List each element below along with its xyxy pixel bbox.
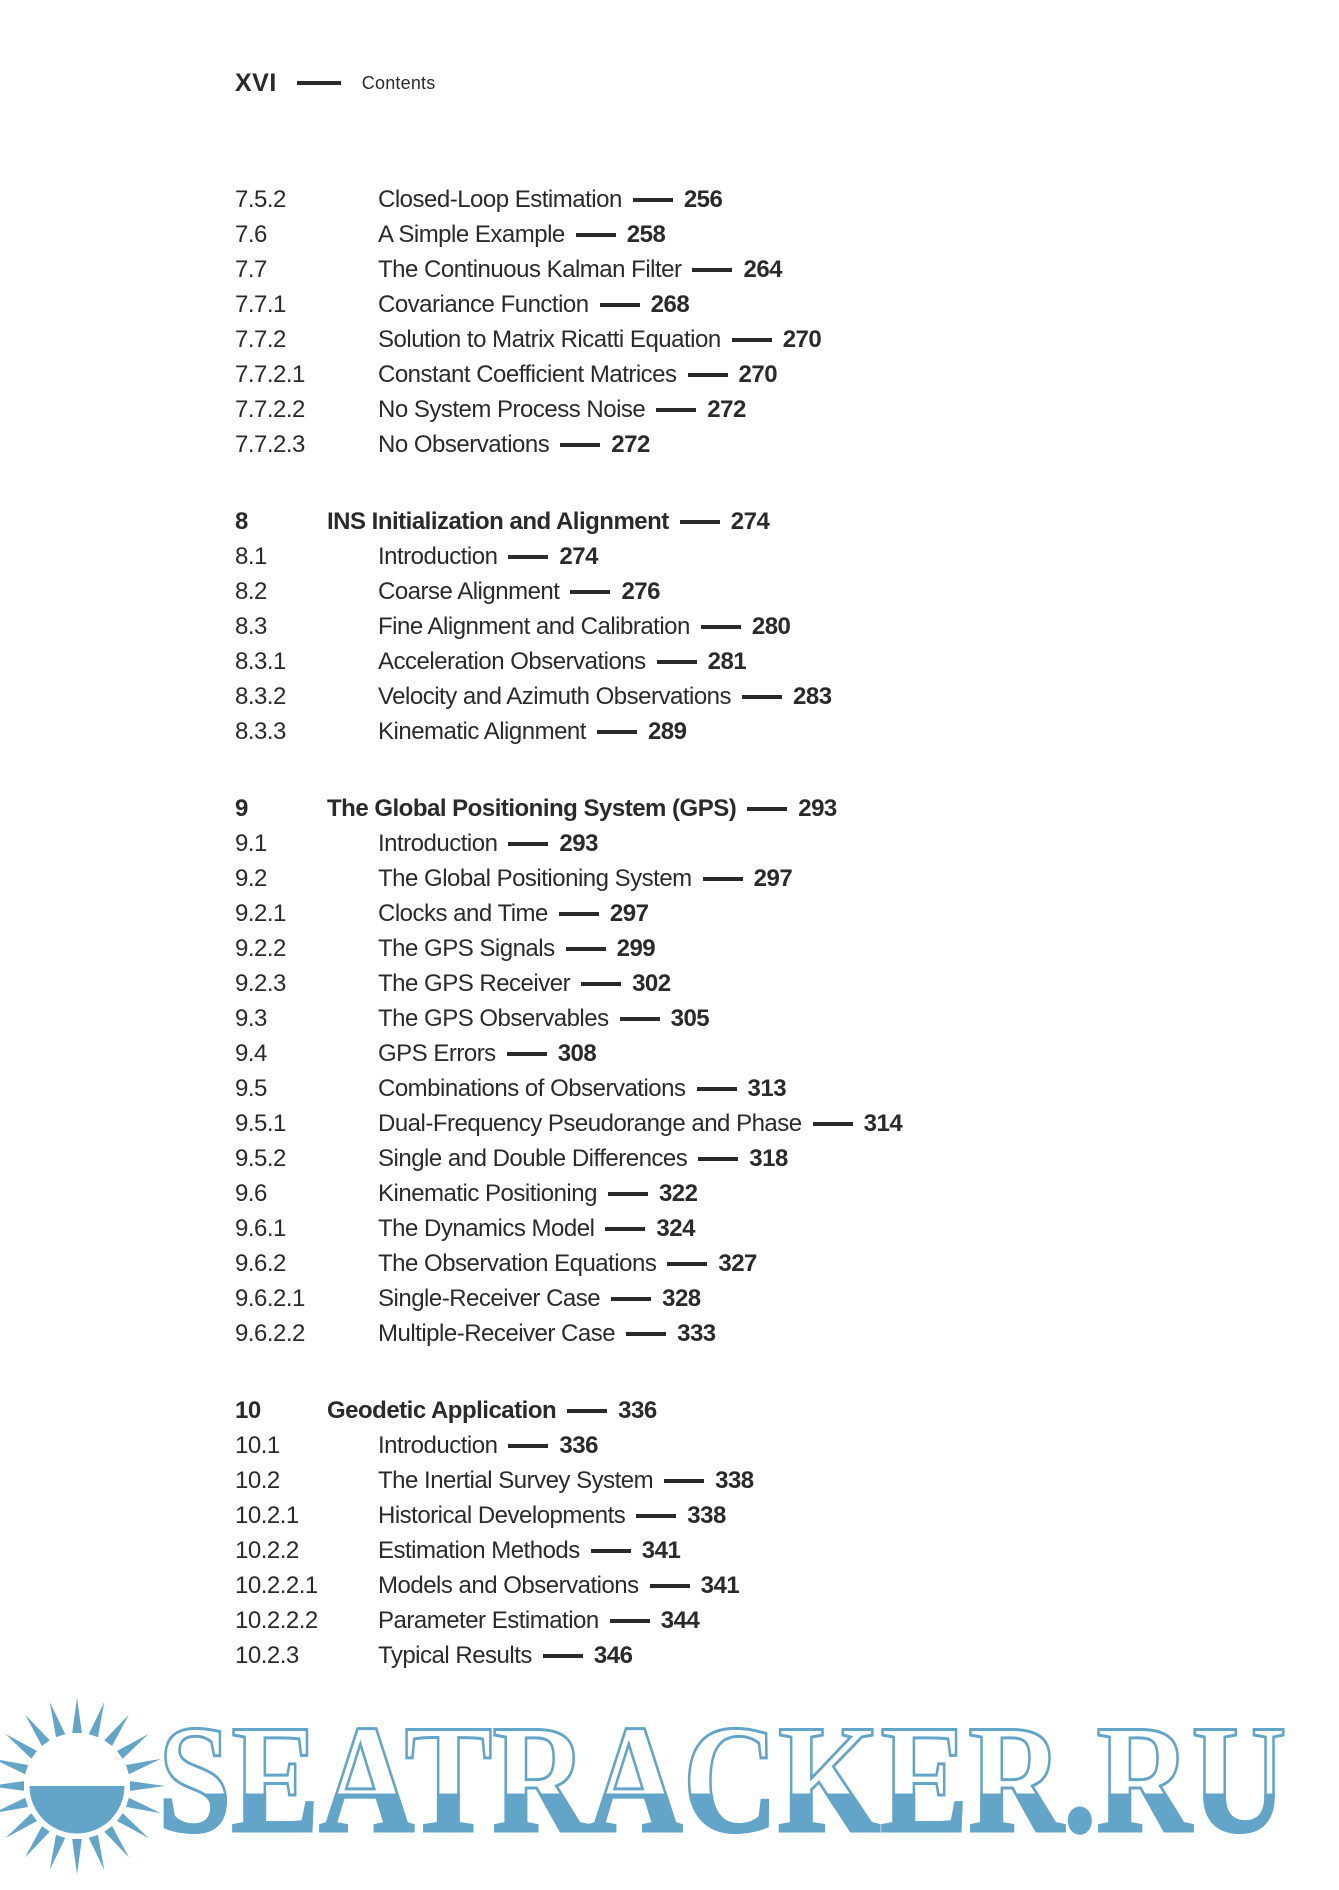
toc-entry <box>235 1141 1235 1176</box>
toc-entry-page: 338 <box>687 1501 726 1529</box>
toc-entry-dash <box>698 1157 738 1161</box>
toc-entry-title: Typical Results <box>378 1641 532 1669</box>
toc-entry <box>235 1393 1235 1428</box>
toc-entry-page: 289 <box>647 717 687 745</box>
toc-entry-number: 8.2 <box>235 577 267 605</box>
toc-entry <box>235 896 1235 931</box>
toc-entry-number: 10.2.2.1 <box>235 1571 318 1599</box>
watermark <box>0 1666 1339 1890</box>
toc-entry <box>235 609 1235 644</box>
toc-entry-title: Clocks and Time <box>378 899 548 927</box>
toc-entry-number: 7.7 <box>235 255 267 283</box>
toc-entry-page: 322 <box>658 1179 698 1207</box>
toc-entry-number: 10 <box>235 1396 261 1424</box>
toc-entry-title: Introduction <box>378 1431 498 1459</box>
toc-entry-page: 336 <box>559 1431 598 1459</box>
toc-entry-number: 9.2.2 <box>235 934 286 962</box>
toc-entry <box>235 966 1235 1001</box>
toc-entry <box>235 1533 1235 1568</box>
toc-entry-page: 327 <box>718 1249 757 1277</box>
toc-entry-title: Closed-Loop Estimation <box>378 185 622 213</box>
toc-entry-dash <box>591 1549 631 1553</box>
toc-group <box>235 791 1235 1351</box>
toc-entry-title: Introduction <box>378 542 498 570</box>
toc-entry <box>235 826 1235 861</box>
toc-entry-dash <box>543 1654 583 1658</box>
toc-entry-dash <box>747 807 787 811</box>
toc-entry <box>235 931 1235 966</box>
toc-entry-dash <box>688 373 728 377</box>
toc-entry-number: 8.1 <box>235 542 267 570</box>
toc-entry-dash <box>657 660 697 664</box>
toc-entry-title: The GPS Observables <box>378 1004 609 1032</box>
toc-entry-page: 336 <box>618 1396 657 1424</box>
toc-entry-dash <box>667 1262 707 1266</box>
toc-entry-page: 297 <box>609 899 649 927</box>
toc-entry-title: INS Initialization and Alignment <box>327 507 669 535</box>
toc-entry-title: Geodetic Application <box>327 1396 557 1424</box>
toc-entry-number: 9.1 <box>235 829 267 857</box>
toc-entry-number: 8.3 <box>235 612 267 640</box>
toc-entry-number: 9.6.2 <box>235 1249 286 1277</box>
toc-entry-dash <box>507 1052 547 1056</box>
toc-entry <box>235 1568 1235 1603</box>
toc-entry-number: 9.3 <box>235 1004 267 1032</box>
toc-entry-number: 9.6.1 <box>235 1214 286 1242</box>
toc-entry <box>235 539 1235 574</box>
toc-entry-title: Fine Alignment and Calibration <box>378 612 690 640</box>
toc-entry-number: 9.2.3 <box>235 969 286 997</box>
toc-entry-page: 328 <box>662 1284 701 1312</box>
toc-entry <box>235 392 1235 427</box>
toc-entry-title: Models and Observations <box>378 1571 639 1599</box>
toc-entry-page: 272 <box>707 395 746 423</box>
toc-entry-number: 8.3.2 <box>235 682 286 710</box>
toc-entry <box>235 714 1235 749</box>
toc-entry-number: 7.7.2 <box>235 325 286 353</box>
toc-entry-title: Constant Coefficient Matrices <box>378 360 677 388</box>
toc-entry-dash <box>680 520 720 524</box>
toc-entry-title: Historical Developments <box>378 1501 626 1529</box>
toc-entry-dash <box>560 443 600 447</box>
toc-entry-number: 9.6.2.1 <box>235 1284 305 1312</box>
toc-entry-dash <box>597 730 637 734</box>
toc-entry-title: Parameter Estimation <box>378 1606 599 1634</box>
toc-entry-title: Estimation Methods <box>378 1536 580 1564</box>
toc-entry <box>235 1463 1235 1498</box>
toc-entry-dash <box>610 1619 650 1623</box>
toc-entry-dash <box>701 625 741 629</box>
toc-entry-page: 272 <box>611 430 650 458</box>
toc-entry-page: 256 <box>683 185 723 213</box>
toc-entry-dash <box>732 338 772 342</box>
toc-entry-title: The Global Positioning System <box>378 864 692 892</box>
toc-entry <box>235 1071 1235 1106</box>
toc-entry <box>235 679 1235 714</box>
toc-entry-dash <box>576 233 616 237</box>
toc-entry-title: The GPS Receiver <box>378 969 571 997</box>
toc-entry-dash <box>508 555 548 559</box>
toc-entry-page: 299 <box>616 934 656 962</box>
toc-group <box>235 504 1235 749</box>
toc-entry-page: 338 <box>715 1466 754 1494</box>
toc-entry-page: 302 <box>632 969 671 997</box>
toc-entry-page: 283 <box>793 682 832 710</box>
toc-entry-title: Kinematic Positioning <box>378 1179 597 1207</box>
watermark-text: SEATRACKER.RU <box>158 1693 1287 1865</box>
toc-entry <box>235 322 1235 357</box>
toc-entry-title: GPS Errors <box>378 1039 496 1067</box>
toc-entry-title: The Observation Equations <box>378 1249 657 1277</box>
toc-entry-number: 8.3.1 <box>235 647 286 675</box>
toc-entry-dash <box>605 1227 645 1231</box>
toc-entry-number: 7.7.2.3 <box>235 430 305 458</box>
toc-entry-title: Multiple-Receiver Case <box>378 1319 616 1347</box>
toc-entry <box>235 1603 1235 1638</box>
toc-entry-page: 274 <box>559 542 598 570</box>
toc-entry-dash <box>567 1409 607 1413</box>
toc-entry <box>235 791 1235 826</box>
toc-entry <box>235 1211 1235 1246</box>
toc-entry-title: Acceleration Observations <box>378 647 646 675</box>
toc-entry <box>235 287 1235 322</box>
toc-entry-title: Covariance Function <box>378 290 589 318</box>
toc-entry <box>235 504 1235 539</box>
toc-entry <box>235 1106 1235 1141</box>
toc-entry-page: 281 <box>707 647 747 675</box>
toc-entry-page: 308 <box>557 1039 597 1067</box>
toc-entry-number: 10.2 <box>235 1466 280 1494</box>
toc-entry-number: 9.5.2 <box>235 1144 286 1172</box>
toc-entry-number: 9.5.1 <box>235 1109 286 1137</box>
toc-entry-page: 264 <box>743 255 783 283</box>
toc-entry-dash <box>656 408 696 412</box>
toc-entry-page: 293 <box>798 794 837 822</box>
toc-entry-title: Introduction <box>378 829 498 857</box>
toc-entry-title: Single-Receiver Case <box>378 1284 601 1312</box>
toc-entry-dash <box>570 590 610 594</box>
toc-entry <box>235 217 1235 252</box>
toc-entry-page: 318 <box>749 1144 788 1172</box>
toc-entry-page: 313 <box>747 1074 787 1102</box>
toc-entry-number: 9.4 <box>235 1039 267 1067</box>
toc-entry-number: 8 <box>235 507 248 535</box>
toc-entry <box>235 1316 1235 1351</box>
toc-entry <box>235 574 1235 609</box>
toc-entry-title: The Continuous Kalman Filter <box>378 255 682 283</box>
toc-entry-dash <box>620 1017 660 1021</box>
toc-entry-title: Solution to Matrix Ricatti Equation <box>378 325 721 353</box>
toc-entry-page: 333 <box>677 1319 716 1347</box>
toc-entry <box>235 357 1235 392</box>
toc-entry-dash <box>508 1444 548 1448</box>
toc-entry <box>235 1638 1235 1673</box>
toc-entry-title: Kinematic Alignment <box>378 717 586 745</box>
toc-entry <box>235 1176 1235 1211</box>
toc-entry-number: 10.1 <box>235 1431 280 1459</box>
toc-entry-dash <box>703 877 743 881</box>
toc-entry-dash <box>626 1332 666 1336</box>
toc-entry-title: A Simple Example <box>378 220 565 248</box>
toc-entry-title: Coarse Alignment <box>378 577 560 605</box>
toc-entry <box>235 1428 1235 1463</box>
toc-entry-dash <box>508 842 548 846</box>
toc-entry-number: 7.7.1 <box>235 290 286 318</box>
page-number: XVI <box>235 68 277 97</box>
toc-entry-page: 293 <box>559 829 598 857</box>
toc-entry <box>235 1036 1235 1071</box>
toc-entry-page: 344 <box>660 1606 700 1634</box>
toc-entry-number: 7.5.2 <box>235 185 286 213</box>
toc-entry-number: 9.2 <box>235 864 267 892</box>
toc-entry-dash <box>742 695 782 699</box>
toc-entry-page: 346 <box>593 1641 633 1669</box>
toc-entry-page: 280 <box>751 612 791 640</box>
toc-entry <box>235 1001 1235 1036</box>
toc-entry <box>235 861 1235 896</box>
toc-entry-page: 258 <box>626 220 666 248</box>
toc-entry-number: 9.5 <box>235 1074 267 1102</box>
toc-entry-dash <box>697 1087 737 1091</box>
toc-entry-number: 10.2.2 <box>235 1536 299 1564</box>
toc-entry-title: The GPS Signals <box>378 934 555 962</box>
toc-entry <box>235 427 1235 462</box>
toc-entry <box>235 1246 1235 1281</box>
toc-entry-dash <box>692 268 732 272</box>
toc-entry-number: 7.6 <box>235 220 267 248</box>
toc-entry <box>235 1281 1235 1316</box>
toc-entry-dash <box>813 1122 853 1126</box>
toc-entry-dash <box>559 912 599 916</box>
toc-entry-title: No System Process Noise <box>378 395 646 423</box>
toc-entry-title: Velocity and Azimuth Observations <box>378 682 732 710</box>
toc-entry-title: The Dynamics Model <box>378 1214 595 1242</box>
toc-entry-number: 9 <box>235 794 248 822</box>
toc-entry-number: 8.3.3 <box>235 717 286 745</box>
toc-entry <box>235 1498 1235 1533</box>
toc-entry-title: No Observations <box>378 430 550 458</box>
toc-entry-dash <box>566 947 606 951</box>
toc-entry-page: 270 <box>738 360 778 388</box>
toc-entry-number: 10.2.2.2 <box>235 1606 318 1634</box>
toc-entry-number: 7.7.2.2 <box>235 395 305 423</box>
toc-entry-page: 341 <box>700 1571 740 1599</box>
toc-entry-number: 9.6.2.2 <box>235 1319 305 1347</box>
toc-entry-number: 9.6 <box>235 1179 267 1207</box>
toc-entry-title: Combinations of Observations <box>378 1074 686 1102</box>
toc-entry-number: 9.2.1 <box>235 899 286 927</box>
toc-entry-dash <box>581 982 621 986</box>
toc-entry-dash <box>650 1584 690 1588</box>
toc-entry-dash <box>636 1514 676 1518</box>
header-rule <box>297 81 341 85</box>
toc-entry-page: 324 <box>656 1214 695 1242</box>
toc-entry-page: 314 <box>863 1109 903 1137</box>
toc-entry-title: The Inertial Survey System <box>378 1466 654 1494</box>
toc-entry-page: 276 <box>621 577 660 605</box>
toc-entry-dash <box>633 198 673 202</box>
toc-entry-page: 297 <box>753 864 793 892</box>
toc-entry-dash <box>608 1192 648 1196</box>
toc-entry-page: 305 <box>670 1004 710 1032</box>
toc-group <box>235 1393 1235 1673</box>
toc-entry-page: 270 <box>782 325 822 353</box>
toc-entry-dash <box>600 303 640 307</box>
toc-entry-title: Single and Double Differences <box>378 1144 688 1172</box>
toc-entry-page: 341 <box>641 1536 681 1564</box>
toc-entry-number: 7.7.2.1 <box>235 360 305 388</box>
sun-over-sea-icon <box>0 1691 172 1881</box>
toc-entry-title: Dual-Frequency Pseudorange and Phase <box>378 1109 802 1137</box>
toc-entry-dash <box>611 1297 651 1301</box>
toc-entry-dash <box>664 1479 704 1483</box>
toc-entry-number: 10.2.1 <box>235 1501 299 1529</box>
running-head <box>235 66 435 100</box>
toc-entry <box>235 644 1235 679</box>
table-of-contents <box>235 182 1235 1673</box>
toc-entry-page: 274 <box>730 507 770 535</box>
toc-entry-number: 10.2.3 <box>235 1641 299 1669</box>
toc-entry <box>235 182 1235 217</box>
header-title: Contents <box>361 72 436 93</box>
toc-group <box>235 182 1235 462</box>
toc-entry <box>235 252 1235 287</box>
toc-entry-title: The Global Positioning System (GPS) <box>327 794 737 822</box>
toc-entry-page: 268 <box>650 290 690 318</box>
